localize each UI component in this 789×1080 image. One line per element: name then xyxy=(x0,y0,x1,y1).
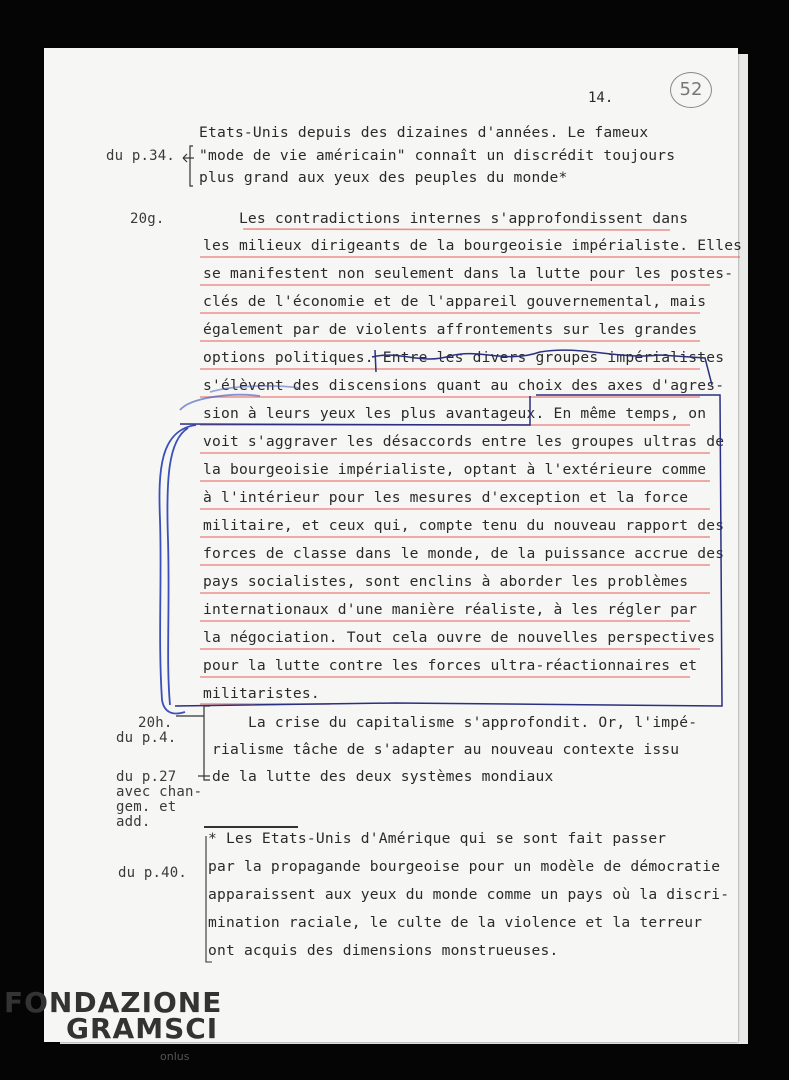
text-line: Les contradictions internes s'approfondissent dans xyxy=(203,210,689,227)
footnote-line: mination raciale, le culte de la violence et la terreur xyxy=(208,914,703,931)
bracket-p34 xyxy=(183,146,194,186)
text-line: sion à leurs yeux les plus avantageux. En même temps, on xyxy=(203,405,707,422)
margin-note-avec-chan: avec chan- xyxy=(116,784,203,800)
text-line: la négociation. Tout cela ouvre de nouvelles perspectives xyxy=(203,629,716,646)
footnote-line: apparaissent aux yeux du monde comme un pays où la discri- xyxy=(208,886,730,903)
margin-ref-p27: du p.27 xyxy=(116,769,177,785)
section-label-20h: 20h. xyxy=(138,715,173,731)
archive-page-number: 52 xyxy=(670,72,712,108)
text-line: clés de l'économie et de l'appareil gouvernemental, mais xyxy=(203,293,707,310)
text-line: la bourgeoisie impérialiste, optant à l'extérieure comme xyxy=(203,461,707,478)
margin-ref-p40: du p.40. xyxy=(118,865,188,881)
text-line: s'élèvent des discensions quant au choix des axes d'agres- xyxy=(203,377,725,394)
text-line: de la lutte des deux systèmes mondiaux xyxy=(212,768,554,785)
margin-note-gem-et: gem. et xyxy=(116,799,177,815)
section-label-20g: 20g. xyxy=(130,211,165,227)
text-line: militaristes. xyxy=(203,685,320,702)
margin-ref-p34: du p.34. xyxy=(106,148,176,164)
margin-note-add: add. xyxy=(116,814,151,830)
text-line: options politiques. Entre les divers groupes impérialistes xyxy=(203,349,725,366)
text-line: pays socialistes, sont enclins à aborder les problèmes xyxy=(203,573,689,590)
bracket-footnote xyxy=(206,836,212,962)
footnote-line: ont acquis des dimensions monstrueuses. xyxy=(208,942,559,959)
logo-line-2: GRAMSCI xyxy=(66,1012,219,1045)
text-line: également par de violents affrontements sur les grandes xyxy=(203,321,698,338)
text-line: se manifestent non seulement dans la lutte pour les postes- xyxy=(203,265,734,282)
red-underlines xyxy=(200,229,743,704)
text-line: voit s'aggraver les désaccords entre les groupes ultras de xyxy=(203,433,725,450)
fondazione-gramsci-logo xyxy=(4,986,223,1045)
text-line: Etats-Unis depuis des dizaines d'années. Le fameux xyxy=(199,124,649,141)
text-line: à l'intérieur pour les mesures d'exception et la force xyxy=(203,489,689,506)
text-line: les milieux dirigeants de la bourgeoisie impérialiste. Elles xyxy=(203,237,743,254)
navy-pen-box xyxy=(175,349,725,706)
footnote-line: * Les Etats-Unis d'Amérique qui se sont fait passer xyxy=(208,830,667,847)
text-line: internationaux d'une manière réaliste, à les régler par xyxy=(203,601,698,618)
logo-subtitle: onlus xyxy=(160,1050,190,1063)
margin-ref-p4: du p.4. xyxy=(116,730,177,746)
logo-line-1: FONDAZIONE xyxy=(4,986,223,1019)
blue-pen-bracket xyxy=(159,386,300,714)
page-number: 14. xyxy=(588,90,614,106)
text-line: plus grand aux yeux des peuples du monde* xyxy=(199,169,568,186)
text-line: pour la lutte contre les forces ultra-réactionnaires et xyxy=(203,657,698,674)
text-line: forces de classe dans le monde, de la puissance accrue des xyxy=(203,545,725,562)
text-line: militaire, et ceux qui, compte tenu du nouveau rapport des xyxy=(203,517,725,534)
bracket-20h xyxy=(176,706,210,780)
footnote-line: par la propagande bourgeoise pour un modèle de démocratie xyxy=(208,858,721,875)
text-line: "mode de vie américain" connaît un discrédit toujours xyxy=(199,147,676,164)
text-line: La crise du capitalisme s'approfondit. Or, l'impé- xyxy=(212,714,698,731)
text-line: rialisme tâche de s'adapter au nouveau contexte issu xyxy=(212,741,680,758)
